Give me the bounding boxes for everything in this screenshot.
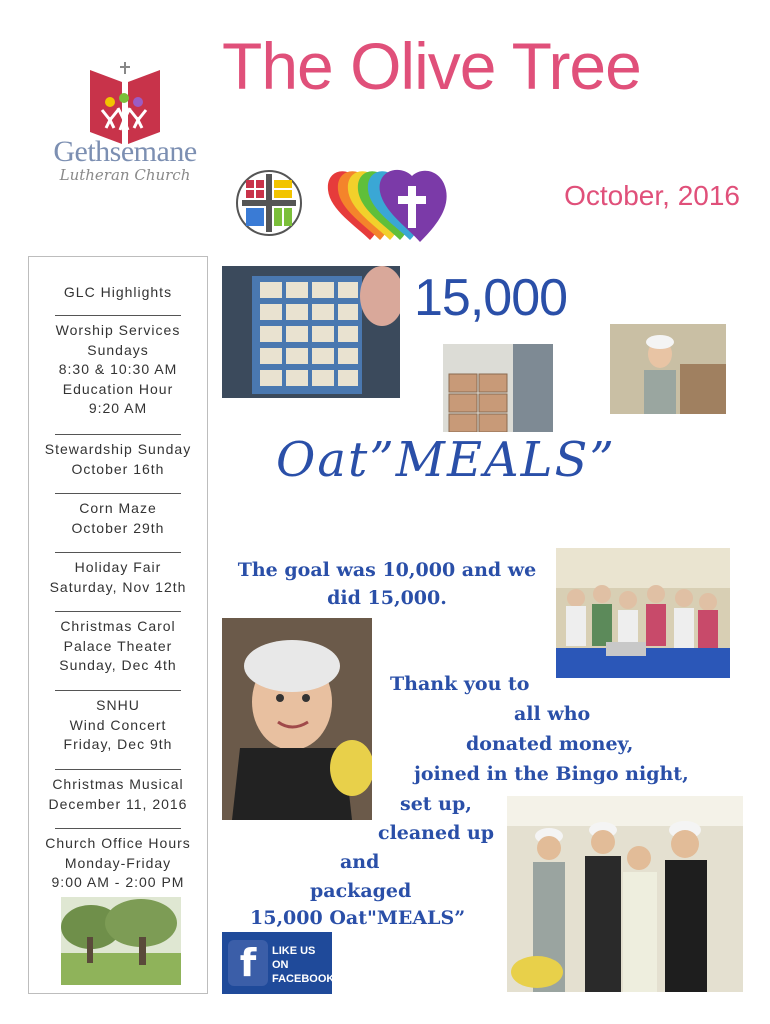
- sidebar-divider: [55, 493, 181, 494]
- sidebar-line: Stewardship Sunday: [44, 441, 192, 457]
- sidebar-item-office-hours: [29, 834, 207, 893]
- highlights-sidebar: [28, 256, 208, 994]
- thanks-line: and: [340, 851, 380, 873]
- sidebar-divider: [55, 828, 181, 829]
- rainbow-heart-cross-icon: [326, 166, 448, 244]
- sidebar-line: Worship Services: [55, 322, 181, 338]
- volunteer-team-photo: [507, 796, 743, 992]
- facebook-label: [272, 944, 338, 986]
- sidebar-divider: [55, 690, 181, 691]
- headline-word: Oat”MEALS”: [276, 432, 616, 488]
- sidebar-item-musical: [29, 775, 207, 814]
- sidebar-line: Friday, Dec 9th: [63, 736, 173, 752]
- sidebar-line: Christmas Carol: [60, 618, 176, 634]
- sidebar-line: Saturday, Nov 12th: [49, 578, 187, 595]
- thanks-line: donated money,: [466, 733, 634, 755]
- stacked-boxes-photo: [443, 344, 553, 432]
- thanks-line: Thank you to: [390, 673, 530, 695]
- sidebar-divider: [55, 611, 181, 612]
- headline-number: 15,000: [414, 269, 568, 327]
- sidebar-line: Wind Concert: [69, 716, 167, 733]
- thanks-line: cleaned up: [378, 822, 495, 844]
- facebook-label-line: FACEBOOK!: [272, 973, 338, 985]
- sidebar-line: Corn Maze: [79, 500, 157, 516]
- church-subtitle: Lutheran Church: [59, 166, 191, 184]
- meal-packages-photo: [222, 266, 400, 398]
- thanks-line: set up,: [400, 793, 472, 815]
- sidebar-line: Holiday Fair: [74, 559, 162, 575]
- thanks-line: all who: [514, 703, 591, 725]
- church-name: Gethsemane: [53, 135, 197, 168]
- sidebar-line: 9:20 AM: [88, 400, 148, 416]
- sidebar-divider: [55, 769, 181, 770]
- facebook-icon: f: [228, 940, 268, 986]
- thanks-line: 15,000 Oat"MEALS”: [250, 907, 466, 929]
- sidebar-line: December 11, 2016: [48, 795, 188, 812]
- volunteer-photo: [610, 324, 726, 414]
- facebook-label-line: LIKE US ON: [272, 945, 316, 971]
- sidebar-item-corn-maze: [29, 499, 207, 538]
- elca-cross-logo-icon: [234, 168, 304, 238]
- sidebar-line: October 16th: [71, 460, 165, 477]
- sidebar-line: October 29th: [71, 519, 165, 536]
- sidebar-heading: GLC Highlights: [63, 284, 173, 300]
- newsletter-title: The Olive Tree: [222, 29, 641, 103]
- issue-date: October, 2016: [564, 180, 740, 211]
- sidebar-divider: [55, 434, 181, 435]
- thanks-line: joined in the Bingo night,: [414, 763, 689, 785]
- volunteers-group-photo: [556, 548, 730, 678]
- sidebar-item-carol: [29, 617, 207, 676]
- sidebar-line: Church Office Hours: [45, 835, 191, 851]
- goal-statement: The goal was 10,000 and we did 15,000.: [237, 559, 537, 609]
- sidebar-line: SNHU: [96, 697, 140, 713]
- sidebar-line: 9:00 AM - 2:00 PM: [51, 874, 185, 890]
- sidebar-item-holiday-fair: [29, 558, 207, 597]
- sidebar-divider: [55, 552, 181, 553]
- sidebar-item-stewardship: [29, 440, 207, 479]
- sidebar-line: 8:30 & 10:30 AM: [58, 361, 178, 377]
- sidebar-line: Monday-Friday: [64, 854, 172, 871]
- sidebar-item-worship: [29, 321, 207, 419]
- sidebar-line: Sundays: [87, 341, 149, 358]
- sidebar-line: Palace Theater: [63, 637, 173, 654]
- olive-grove-photo: [61, 897, 181, 985]
- sidebar-line: Education Hour: [62, 380, 174, 397]
- sidebar-divider: [55, 315, 181, 316]
- sidebar-item-snhu: [29, 696, 207, 755]
- child-volunteer-photo: [222, 618, 372, 820]
- sidebar-line: Sunday, Dec 4th: [59, 657, 177, 673]
- sidebar-line: Christmas Musical: [52, 776, 184, 792]
- facebook-like-button[interactable]: [222, 932, 338, 994]
- thanks-line: packaged: [310, 880, 412, 902]
